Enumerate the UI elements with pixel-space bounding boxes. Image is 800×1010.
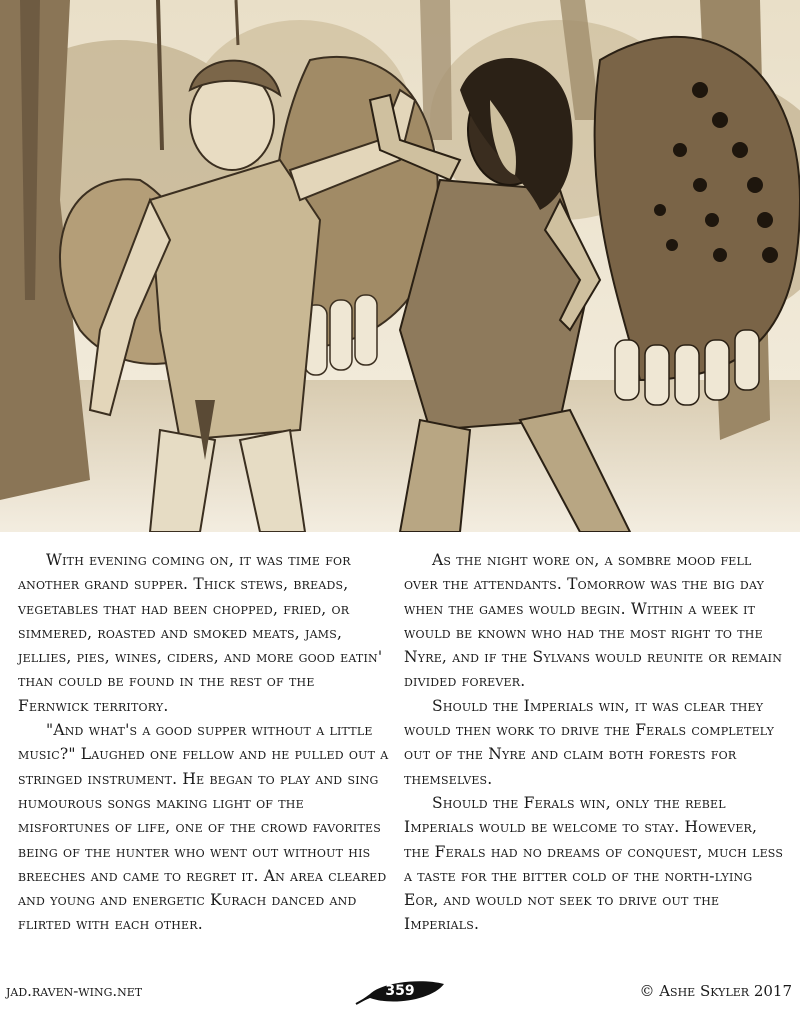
page-footer (0, 978, 800, 1010)
story-text (0, 548, 800, 978)
paragraph: As the night wore on, a sombre mood fell over the attendants. Tomorrow was the big day when the games would begin. Within a week it would be known who had the most right to the Nyre, and if the Sylvans would reunite or remain divided forever. (404, 551, 783, 691)
paragraph: Should the Imperials win, it was clear they would then work to drive the Ferals completely out of the Nyre and claim both forests for themselves. (404, 696, 775, 788)
page-number: 359 (385, 983, 415, 999)
left-column (18, 548, 390, 937)
page-number-badge (352, 978, 448, 1006)
website-url[interactable]: jad.raven-wing.net (6, 982, 143, 1000)
paragraph: "And what's a good supper without a little music?" Laughed one fellow and he pulled out a stringed instrument. He began to play and sing humourous songs making light of the misfortunes of life, one of the crowd favorites being of the hunter who went out without his breeches and came to regret it. An area cleared and young and energetic Kurach danced and flirted with each other. (18, 721, 389, 934)
paragraph: Should the Ferals win, only the rebel Imperials would be welcome to stay. However, the Ferals had no dreams of conquest, much less a taste for the bitter cold of the north-lying Eor, and would not seek to drive out the Imperials. (404, 793, 784, 934)
paragraph: With evening coming on, it was time for another grand supper. Thick stews, breads, vegetables that had been chopped, fried, or simmered, roasted and smoked meats, jams, jellies, pies, wines, ciders, and more good eatin' than could be found in the rest of the Fernwick territory. (18, 551, 383, 715)
right-column (404, 548, 784, 937)
copyright-notice: © Ashe Skyler 2017 (639, 982, 792, 1000)
